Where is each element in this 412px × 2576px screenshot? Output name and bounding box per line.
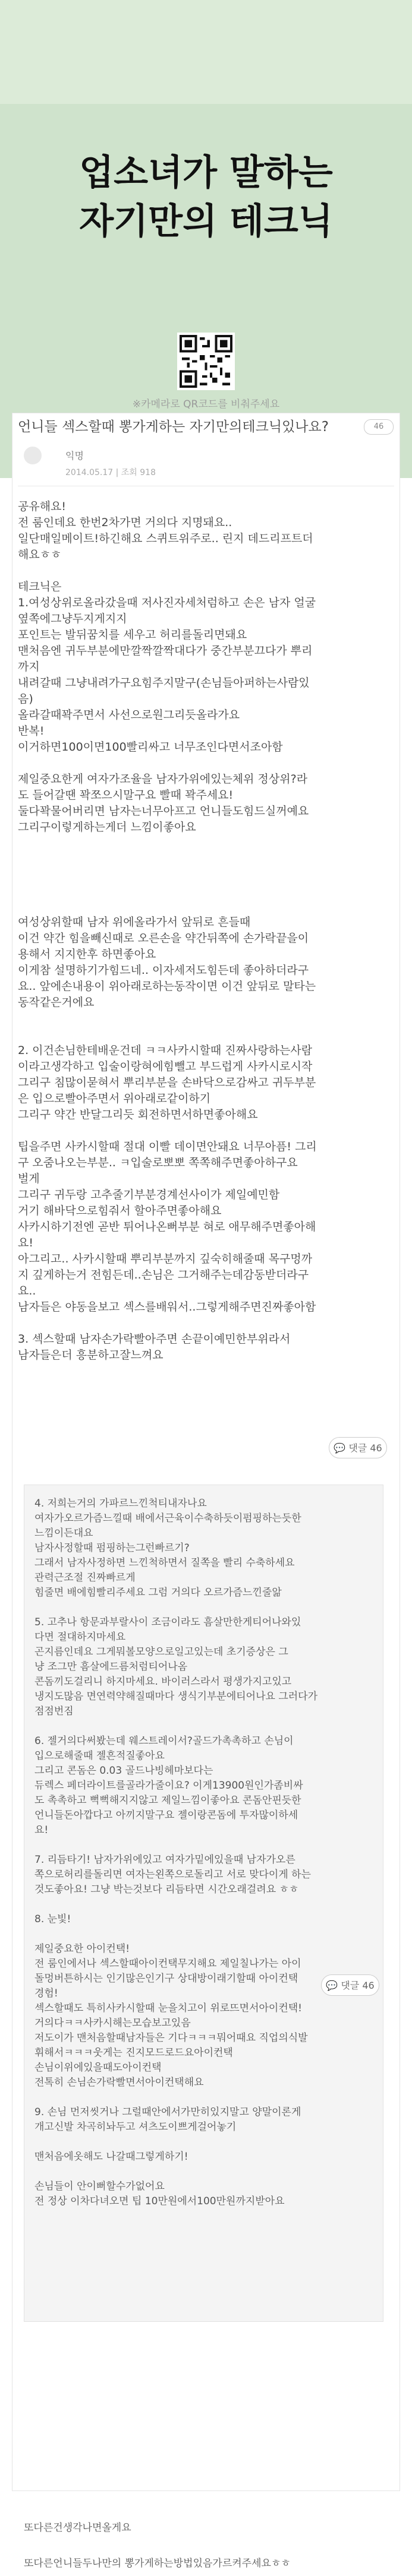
- text-line: 동작같은거에요: [18, 996, 95, 1009]
- text-line: 이라고생각하고 입술이랑혀에힘뺄고 부드럽게 사카시로시작: [18, 1060, 313, 1073]
- panel-text-line: 손님이위에있을때도아이컨택: [34, 2062, 162, 2074]
- text-line: 구 오줌나오는부분.. ㅋ입술로뽀뽀 쪽쪽해주면좋아하구요: [18, 1156, 298, 1169]
- panel-text-line: 관력근조절 진짜빠르게: [34, 1572, 136, 1584]
- panel-text-line: 것도좋아요! 그냥 박는것보다 리듬타면 시간오래걸려요 ㅎㅎ: [34, 1884, 299, 1895]
- post-title: 언니들 섹스할때 뽕가게하는 자기만의테크닉있나요?: [18, 419, 329, 435]
- comment-bubble-icon: 💬: [334, 1442, 346, 1454]
- banner-title-line-2: 자기만의 테크닉: [79, 201, 333, 242]
- panel-text-line: 전 룸인에서나 섹스할때아이컨택무지해요 제일칠나가는 아이: [34, 1958, 301, 1970]
- panel-text-line: [34, 1838, 379, 1853]
- text-line: 3. 섹스할때 남자손가락빨아주면 손끝이예민한부위라서: [18, 1333, 291, 1346]
- tech-heading: 테크닉은: [18, 580, 62, 593]
- panel-text-line: 돌멍버튼하시는 인기많은인기구 상대방이래기할때 아이컨택: [34, 1973, 298, 1985]
- text-line: 1.여성상위로올라갔을때 저사진자세처럼하고 손은 남자 얼굴: [18, 596, 316, 609]
- panel-text-line: 제일중요한 아이컨택!: [34, 1943, 130, 1955]
- text-line: 음): [18, 692, 33, 705]
- author-name: 익명: [65, 450, 84, 461]
- comment-count-button-2[interactable]: [321, 1974, 379, 1996]
- panel-text-line: [34, 1927, 379, 1942]
- panel-text-line: [34, 2164, 379, 2179]
- panel-text-line: 느낌이든대요: [34, 1527, 93, 1539]
- panel-text-line: 입으로해줄때 젤흔적질좋아요: [34, 1750, 165, 1762]
- text-line: 반복!: [18, 724, 45, 738]
- panel-text-line: 요!: [34, 1824, 49, 1836]
- text-line: 까지: [18, 660, 40, 673]
- post-date: 2014.05.17 | 조회 918: [65, 468, 156, 477]
- panel-text-line: 여자가오르가즘느낄때 배에서근육이수축하듯이펌핑하는듯한: [34, 1512, 301, 1524]
- text-line: 2. 이건손님한테배운건데 ㅋㅋ사카시할때 진짜사랑하는사람: [18, 1044, 313, 1057]
- spacer: [24, 2536, 392, 2556]
- panel-text-line: 도 촉촉하고 뻑뻑해지지않고 제일느낌이좋아요 콘돔안핀듯한: [34, 1795, 301, 1806]
- panel-text-line: 6. 젤거의다써봤는데 웨스트레이서?골드가촉촉하고 손님이: [34, 1735, 294, 1747]
- panel-text-line: [34, 1897, 379, 1912]
- text-line: 그리구 약간 반달그리듯 회전하면서하면좋아해요: [18, 1108, 258, 1121]
- text-line: 그리구 귀두랑 고추줄기부분경계선사이가 제일예민함: [18, 1188, 280, 1201]
- panel-text-line: 쪽으로허리를돌리면 여자는왼쪽으로돌리고 서로 맞다이게 하는: [34, 1869, 312, 1881]
- text-line: 남자들은더 흥분하고잘느껴요: [18, 1349, 163, 1362]
- text-line: 사카시하기전엔 곧반 튀어나온뻐부분 혀로 애무해주면좋아해: [18, 1220, 316, 1233]
- spacer: [18, 1315, 392, 1331]
- panel-text-line: [34, 2135, 379, 2150]
- panel-text-line: 전 정상 이차다녀오면 팁 10만원에서100만원까지받아요: [34, 2195, 285, 2207]
- panel-text-line: [34, 2090, 379, 2105]
- panel-text-line: 맨처음에옷해도 나갈때그렇게하기!: [34, 2151, 188, 2163]
- comment-count-label: 댓글 46: [348, 1442, 382, 1454]
- text-line: 아그리고.. 사카시할때 뿌리부분까지 깊숙히해줄때 목구멍까: [18, 1252, 313, 1265]
- text-line: 올라갈때꽉주면서 사선으로원그리듯올라가요: [18, 708, 240, 721]
- text-line: 전 룸인데요 한번2차가면 거의다 지명돼요..: [18, 516, 232, 529]
- panel-text-line: 그래서 남자사정하면 느낀척하면서 질쪽을 빨리 수축하세요: [34, 1557, 295, 1569]
- comment-count-label: 댓글 46: [341, 1980, 375, 1991]
- text-line: 내려갈때 그냥내려가구요힘주지말구(손님들아퍼하는사람있: [18, 676, 310, 689]
- panel-text-line: 냥 조그만 흠살에드름처럼티어나옴: [34, 1661, 188, 1673]
- qr-code-icon[interactable]: [177, 333, 235, 390]
- text-line: 그리구 침많이묻혀서 뿌리부분을 손바닥으로감싸고 귀두부분: [18, 1076, 316, 1089]
- spacer: [18, 1011, 392, 1027]
- edit-count-badge[interactable]: 46: [364, 419, 394, 435]
- panel-text-line: 7. 리듬타기! 남자가위에있고 여자가밑에있을때 남자가오른: [34, 1854, 295, 1866]
- text-line: 해요ㅎㅎ: [18, 548, 62, 561]
- panel-text-line: 듀렉스 페더라이트를골라가줄이요? 이게13900원인가좀비싸: [34, 1780, 303, 1792]
- spacer: [18, 1027, 392, 1043]
- text-line: 남자들은 야동을보고 섹스를배워서..그렇게해주면진짜좋아함: [18, 1300, 316, 1314]
- footer-line: 또다른언니들두나만의 뽕가게하는방법있음가르켜주세요ㅎㅎ: [24, 2558, 291, 2569]
- panel-text-line: 다면 절대하지마세요: [34, 1631, 126, 1643]
- text-line: 제일중요한게 여자가조율을 남자가위에있는체위 정상위?라: [18, 773, 308, 786]
- panel-text-line: 8. 눈빛!: [34, 1913, 71, 1925]
- spacer: [18, 563, 392, 579]
- text-line: 용해서 지지한후 하면좋아요: [18, 948, 156, 961]
- panel-text-line: 섹스할때도 특히사카시할때 눈을치고이 위로뜨면서아이컨택!: [34, 2002, 302, 2014]
- panel-text-line: 냉지도많음 면연력약해질때마다 생식기부분에티어나요 그러다가: [34, 1691, 318, 1702]
- text-line: 팁을주면 사카시할때 절대 이빨 데이면안돼요 너무아픔! 그리: [18, 1140, 317, 1153]
- panel-text-line: 그리고 콘돔은 0.03 골드나빙헤마보다는: [34, 1765, 213, 1777]
- comment-count-button[interactable]: [329, 1437, 387, 1458]
- text-line: 요.. 앞에손내용이 위아래로하는동작이면 이건 앞뒤로 말타는: [18, 980, 316, 993]
- banner-title-line-1: 업소녀가 말하는: [79, 152, 333, 194]
- panel-text-line: 개고신발 차곡히놔두고 셔츠도이쁘게걸어놓기: [34, 2121, 237, 2133]
- text-line: 둘다꽉물어버리면 남자는너무아프고 언니들도힘드실꺼예요: [18, 805, 309, 818]
- text-line: 요..: [18, 1284, 36, 1298]
- text-line: 거기 해바닥으로힘줘서 할아주면좋아해요: [18, 1204, 222, 1217]
- qr-note: ※카메라로 QR코드를 비춰주세요: [132, 398, 280, 410]
- text-line: 여성상위할때 남자 위에올라가서 앞뒤로 흔들때: [18, 916, 251, 929]
- panel-text-line: 손님들이 안이뻐할수가없어요: [34, 2181, 165, 2192]
- intro-block: [18, 499, 392, 836]
- text-line: 옆쪽에그냥두지게지지: [18, 612, 127, 625]
- panel-text-line: 휘해서ㅋㅋㅋ웃게는 진지모드로드요아이컨택: [34, 2047, 233, 2059]
- text-line: 요!: [18, 1236, 33, 1249]
- panel-text-line: 곤지름인데요 그게뭐볼모양으로일고있는데 초기증상은 그: [34, 1646, 288, 1658]
- footer-text: [24, 2521, 392, 2571]
- spacer: [18, 1123, 392, 1139]
- panel-text-line: 콘돔끼도걸리니 하지마세요. 바이러스라서 평생가지고있고: [34, 1676, 292, 1688]
- text-line: 이게참 설명하기가힘드네.. 이자세저도힘든데 좋아하더라구: [18, 964, 309, 977]
- text-line: 일단매일메이트!하긴해요 스퀴트위주로.. 린지 데드리프트더: [18, 532, 313, 545]
- avatar: [24, 447, 42, 464]
- panel-text-line: 저도이가 맨처음할때남자들은 기다ㅋㅋㅋ뭐어때요 직업의식발: [34, 2032, 308, 2044]
- text-line: 그리구이렇게하는게더 느낌이좋아요: [18, 821, 196, 834]
- panel-text-line: 전톡히 손님손가락빨면서아이컨택해요: [34, 2077, 204, 2088]
- text-line: 포인트는 발뒤꿈치를 세우고 허리를돌리면돼요: [18, 628, 247, 641]
- text-line: 도 들어갈땐 꽉쪼으시말구요 빨때 꽉주세요!: [18, 789, 234, 802]
- text-line: 벌게: [18, 1172, 40, 1185]
- panel-text-line: 남자사정할때 펌핑하는그런빠르기?: [34, 1542, 190, 1554]
- text-line: 지 깊게하는거 전힘든데..손님은 그거해주는데감동받더라구: [18, 1268, 309, 1281]
- panel-text-line: 5. 고추나 항문과부랄사이 조금이라도 흠살만한게티어나와있: [34, 1616, 301, 1628]
- panel-text-line: 4. 저희는거의 가파르느낀척티내자나요: [34, 1498, 207, 1509]
- technique-2-block: [18, 914, 392, 1363]
- comment-bubble-icon: 💬: [326, 1980, 338, 1991]
- text-line: 이거하면100이면100빨리싸고 너무조인다면서조아함: [18, 740, 283, 754]
- panel-text-line: [34, 1600, 379, 1615]
- panel-text-line: 언니들돈아깝다고 아끼지말구요 젤이랑콘돔에 투자많이하세: [34, 1809, 298, 1821]
- panel-text-line: 9. 손님 먼저씻거나 그럴때안에서가만히있지말고 양말이론게: [34, 2106, 301, 2118]
- panel-text-line: 점점번짐: [34, 1705, 74, 1717]
- text-line: 이건 약간 힘을빼신때로 오른손을 약간뒤쪽에 손가락끝을이: [18, 932, 309, 945]
- banner-title: [0, 148, 412, 246]
- spacer: [18, 755, 392, 771]
- text-line: 맨처음엔 귀두부분에만깔짝깔짝대다가 중간부분끄다가 뿌리: [18, 644, 313, 657]
- text-line: 은 입으로빨아주면서 위아래로같이하기: [18, 1092, 211, 1105]
- panel-text-line: 거의다ㅋㅋ사카시해는모습보고있음: [34, 2017, 191, 2029]
- panel-text-block: [34, 1496, 379, 2209]
- footer-line: 또다른건생각나면올게요: [24, 2522, 131, 2534]
- panel-text-line: [34, 1719, 379, 1734]
- text-line: 공유해요!: [18, 500, 67, 513]
- banner-top-band: [0, 0, 412, 104]
- panel-text-line: 경험!: [34, 1988, 58, 1999]
- panel-text-line: 힘줄면 배에힘빨리주세요 그럼 거의다 오르가즘느낀줄앎: [34, 1587, 282, 1599]
